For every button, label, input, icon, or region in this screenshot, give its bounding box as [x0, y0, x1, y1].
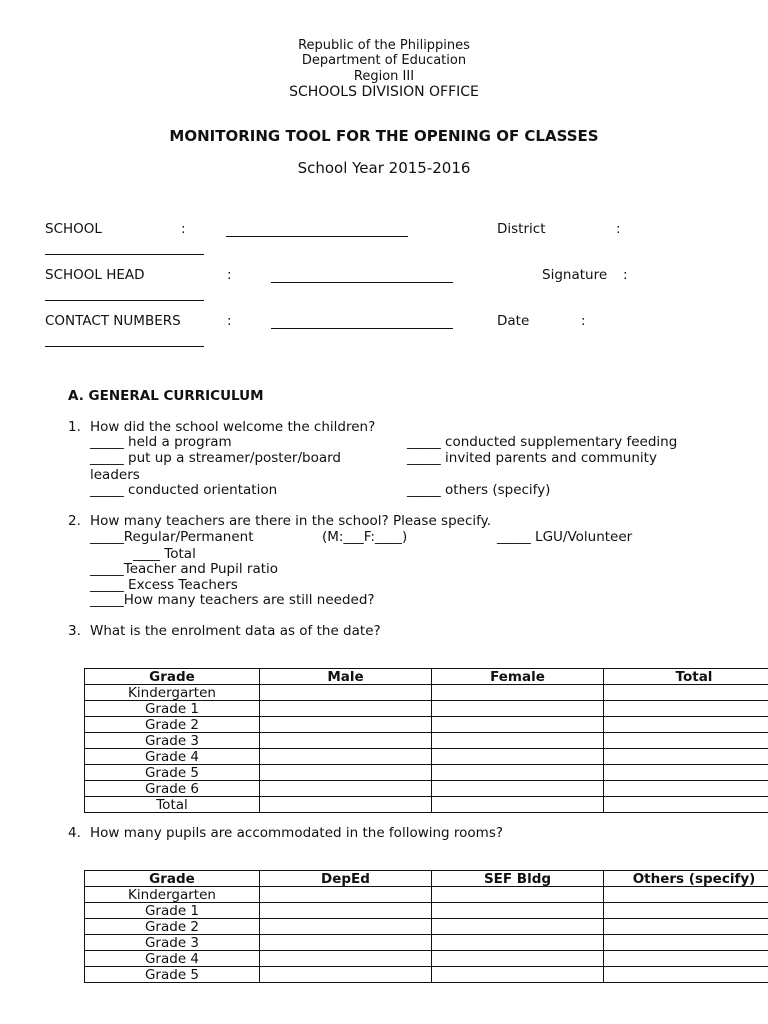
- table-row: [85, 781, 768, 797]
- table-cell[interactable]: [260, 887, 432, 903]
- q3-text: What is the enrolment data as of the date?: [90, 623, 381, 639]
- q2-text: How many teachers are there in the school? Please specify.: [90, 513, 491, 529]
- table-cell[interactable]: [432, 733, 604, 749]
- q2-male-female[interactable]: (M:___F:____): [322, 529, 408, 545]
- table-cell[interactable]: [260, 935, 432, 951]
- q1-number: 1.: [68, 419, 81, 435]
- contact-numbers-field[interactable]: [271, 328, 453, 329]
- q2-regular[interactable]: _____Regular/Permanent: [90, 529, 254, 545]
- q2-number: 2.: [68, 513, 81, 529]
- signature-label: Signature: [542, 267, 608, 283]
- q2-excess[interactable]: _____ Excess Teachers: [90, 577, 238, 593]
- table-cell[interactable]: [260, 749, 432, 765]
- table-cell[interactable]: [432, 781, 604, 797]
- signature-field[interactable]: [45, 300, 204, 301]
- table-row: [85, 749, 768, 765]
- q2-lgu[interactable]: _____ LGU/Volunteer: [497, 529, 633, 545]
- district-field[interactable]: [45, 254, 204, 255]
- table-cell[interactable]: [604, 887, 768, 903]
- table-row: [85, 887, 768, 903]
- table-cell[interactable]: [432, 935, 604, 951]
- table-cell[interactable]: [432, 797, 604, 813]
- q1-option-streamer[interactable]: _____ put up a streamer/poster/board: [90, 450, 341, 466]
- table-row: [85, 685, 768, 701]
- date-colon: :: [581, 313, 586, 329]
- table-row: [85, 797, 768, 813]
- header-division-office: SCHOOLS DIVISION OFFICE: [289, 84, 479, 100]
- header-department: Department of Education: [301, 53, 467, 68]
- column-header: Female: [432, 669, 604, 685]
- table-row: [85, 701, 768, 717]
- row-label: Grade 3: [85, 935, 260, 951]
- header-republic: Republic of the Philippines: [298, 38, 470, 53]
- q2-ratio[interactable]: _____Teacher and Pupil ratio: [90, 561, 279, 577]
- table-cell[interactable]: [260, 685, 432, 701]
- table-cell[interactable]: [604, 935, 768, 951]
- row-label: Grade 2: [85, 919, 260, 935]
- table-cell[interactable]: [432, 717, 604, 733]
- table-row: [85, 903, 768, 919]
- school-colon: :: [181, 221, 186, 237]
- q1-text: How did the school welcome the children?: [90, 419, 376, 435]
- row-label: Grade 6: [85, 781, 260, 797]
- table-cell[interactable]: [432, 701, 604, 717]
- enrolment-table: [84, 668, 768, 813]
- table-cell[interactable]: [604, 797, 768, 813]
- school-year: School Year 2015-2016: [297, 159, 471, 177]
- table-cell[interactable]: [604, 967, 768, 983]
- table-cell[interactable]: [260, 797, 432, 813]
- table-cell[interactable]: [604, 919, 768, 935]
- q2-total[interactable]: ____ Total: [133, 546, 196, 562]
- table-cell[interactable]: [604, 781, 768, 797]
- section-a-heading: A. GENERAL CURRICULUM: [68, 388, 264, 404]
- table-cell[interactable]: [432, 951, 604, 967]
- column-header: DepEd: [260, 871, 432, 887]
- q1-option-parents[interactable]: _____ invited parents and community: [407, 450, 657, 466]
- table-cell[interactable]: [604, 749, 768, 765]
- table-cell[interactable]: [604, 765, 768, 781]
- signature-colon: :: [623, 267, 628, 283]
- table-cell[interactable]: [260, 765, 432, 781]
- table-row: [85, 951, 768, 967]
- table-header-row: [85, 871, 768, 887]
- row-label: Kindergarten: [85, 685, 260, 701]
- document-title: MONITORING TOOL FOR THE OPENING OF CLASSES: [169, 127, 599, 145]
- table-row: [85, 765, 768, 781]
- table-cell[interactable]: [604, 701, 768, 717]
- column-header: SEF Bldg: [432, 871, 604, 887]
- table-cell[interactable]: [260, 951, 432, 967]
- table-cell[interactable]: [604, 951, 768, 967]
- q4-text: How many pupils are accommodated in the following rooms?: [90, 825, 504, 841]
- table-cell[interactable]: [432, 749, 604, 765]
- table-cell[interactable]: [604, 717, 768, 733]
- row-label: Grade 5: [85, 765, 260, 781]
- table-header-row: [85, 669, 768, 685]
- school-head-label: SCHOOL HEAD: [45, 267, 145, 283]
- table-row: [85, 919, 768, 935]
- q1-option-others[interactable]: _____ others (specify): [407, 482, 551, 498]
- table-cell[interactable]: [260, 903, 432, 919]
- row-label: Grade 4: [85, 749, 260, 765]
- date-field[interactable]: [45, 346, 204, 347]
- date-label: Date: [497, 313, 530, 329]
- table-cell[interactable]: [260, 919, 432, 935]
- q3-number: 3.: [68, 623, 81, 639]
- school-label: SCHOOL: [45, 221, 102, 237]
- q1-option-orientation[interactable]: _____ conducted orientation: [90, 482, 278, 498]
- table-cell[interactable]: [432, 903, 604, 919]
- q1-option-parents-cont: leaders: [90, 467, 140, 483]
- column-header: Male: [260, 669, 432, 685]
- contact-numbers-label: CONTACT NUMBERS: [45, 313, 181, 329]
- school-head-field[interactable]: [271, 282, 453, 283]
- table-row: [85, 967, 768, 983]
- row-label: Grade 1: [85, 903, 260, 919]
- table-cell[interactable]: [432, 685, 604, 701]
- q1-option-program[interactable]: _____ held a program: [90, 434, 232, 450]
- header-region: Region III: [353, 69, 415, 84]
- row-label: Grade 5: [85, 967, 260, 983]
- rooms-table: [84, 870, 768, 983]
- table-cell[interactable]: [260, 733, 432, 749]
- table-cell[interactable]: [260, 781, 432, 797]
- q1-option-feeding[interactable]: _____ conducted supplementary feeding: [407, 434, 678, 450]
- q4-number: 4.: [68, 825, 81, 841]
- table-cell[interactable]: [260, 701, 432, 717]
- table-row: [85, 733, 768, 749]
- row-label: Grade 2: [85, 717, 260, 733]
- table-row: [85, 935, 768, 951]
- district-label: District: [497, 221, 546, 237]
- column-header: Total: [604, 669, 768, 685]
- row-label: Grade 1: [85, 701, 260, 717]
- table-cell[interactable]: [432, 967, 604, 983]
- row-label: Total: [85, 797, 260, 813]
- table-cell[interactable]: [260, 967, 432, 983]
- contact-numbers-colon: :: [227, 313, 232, 329]
- table-cell[interactable]: [432, 887, 604, 903]
- table-cell[interactable]: [432, 919, 604, 935]
- row-label: Grade 4: [85, 951, 260, 967]
- column-header: Others (specify): [604, 871, 768, 887]
- table-cell[interactable]: [432, 765, 604, 781]
- table-cell[interactable]: [604, 685, 768, 701]
- table-cell[interactable]: [260, 717, 432, 733]
- table-cell[interactable]: [604, 733, 768, 749]
- row-label: Kindergarten: [85, 887, 260, 903]
- column-header: Grade: [85, 669, 260, 685]
- row-label: Grade 3: [85, 733, 260, 749]
- q2-needed[interactable]: _____How many teachers are still needed?: [90, 592, 375, 608]
- table-cell[interactable]: [604, 903, 768, 919]
- school-head-colon: :: [227, 267, 232, 283]
- district-colon: :: [616, 221, 621, 237]
- table-row: [85, 717, 768, 733]
- column-header: Grade: [85, 871, 260, 887]
- school-field[interactable]: [226, 236, 408, 237]
